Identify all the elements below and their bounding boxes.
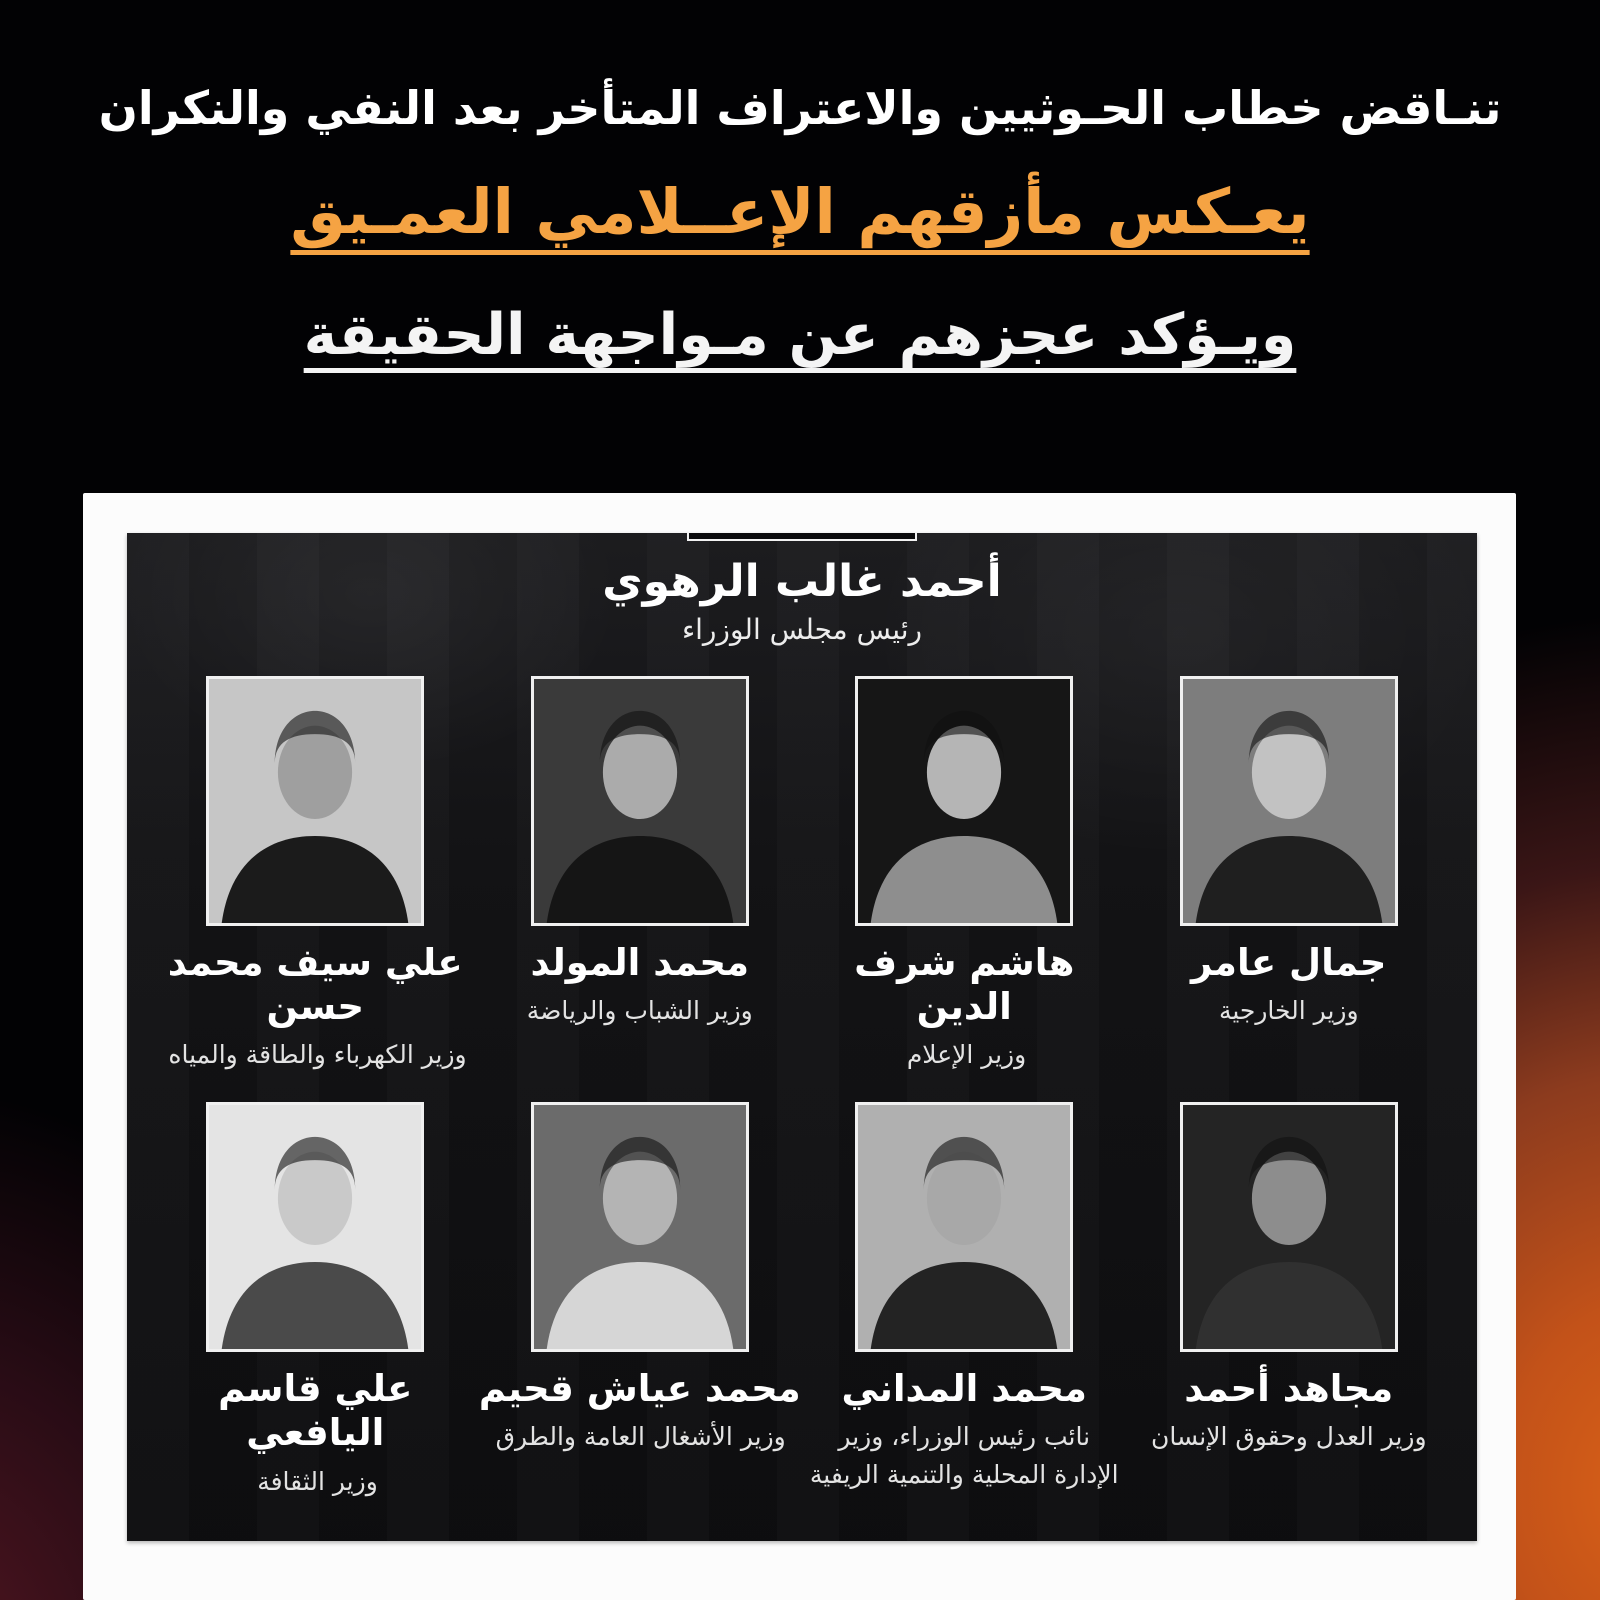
minister-card bbox=[153, 1102, 478, 1500]
minister-title: وزير الأشغال العامة والطرق bbox=[495, 1422, 786, 1452]
officials-panel bbox=[127, 533, 1477, 1541]
minister-photo bbox=[855, 676, 1073, 926]
pm-title: رئيس مجلس الوزراء bbox=[681, 612, 923, 646]
minister-card bbox=[153, 676, 478, 1074]
portrait-silhouette-icon bbox=[1183, 679, 1395, 923]
ministers-grid bbox=[127, 676, 1477, 1501]
headline-block bbox=[0, 80, 1600, 366]
minister-title: وزير الكهرباء والطاقة والمياه bbox=[168, 1040, 467, 1070]
headline-line-1: تنـاقض خطاب الحـوثيين والاعتراف المتأخر بعد النفي والنكران bbox=[98, 81, 1502, 135]
info-card bbox=[83, 493, 1516, 1600]
headline-line-3: ويـؤكد عجزهم عن مـواجهة الحقيقة bbox=[303, 301, 1297, 368]
minister-name: محمد المولد bbox=[530, 940, 749, 984]
minister-card bbox=[527, 676, 753, 1074]
minister-card bbox=[1180, 676, 1398, 1074]
minister-title: وزير الثقافة bbox=[257, 1466, 378, 1496]
portrait-silhouette-icon bbox=[1183, 1105, 1395, 1349]
portrait-silhouette-icon bbox=[534, 679, 746, 923]
minister-photo bbox=[855, 1102, 1073, 1352]
minister-photo bbox=[206, 1102, 424, 1352]
minister-title: نائب رئيس الوزراء، وزير الإدارة المحلية والتنمية الريفية bbox=[809, 1422, 1119, 1489]
minister-name: محمد عياش قحيم bbox=[478, 1366, 801, 1410]
minister-title: وزير العدل وحقوق الإنسان bbox=[1150, 1422, 1427, 1452]
minister-card bbox=[1151, 1102, 1427, 1500]
minister-photo bbox=[206, 676, 424, 926]
portrait-silhouette-icon bbox=[858, 679, 1070, 923]
pm-name: أحمد غالب الرهوي bbox=[602, 556, 1002, 607]
minister-card bbox=[804, 1102, 1124, 1500]
minister-photo bbox=[1180, 676, 1398, 926]
portrait-silhouette-icon bbox=[534, 1105, 746, 1349]
minister-title: وزير الإعلام bbox=[906, 1040, 1027, 1070]
minister-title: وزير الشباب والرياضة bbox=[526, 995, 753, 1025]
minister-name: مجاهد أحمد bbox=[1184, 1366, 1394, 1410]
minister-photo bbox=[1180, 1102, 1398, 1352]
minister-name: محمد المداني bbox=[841, 1366, 1087, 1410]
minister-card bbox=[479, 1102, 801, 1500]
portrait-silhouette-icon bbox=[209, 1105, 421, 1349]
minister-title: وزير الخارجية bbox=[1218, 995, 1359, 1025]
minister-name: علي سيف محمد حسن bbox=[167, 940, 463, 1028]
portrait-silhouette-icon bbox=[858, 1105, 1070, 1349]
minister-name: علي قاسم اليافعي bbox=[218, 1366, 413, 1455]
portrait-silhouette-icon bbox=[209, 679, 421, 923]
minister-name: هاشم شرف الدين bbox=[854, 940, 1075, 1028]
headline-line-2: يعـكس مأزقهم الإعــلامي العمـيق bbox=[290, 174, 1310, 248]
minister-card bbox=[802, 676, 1127, 1074]
minister-photo bbox=[531, 1102, 749, 1352]
pm-photo-cropped bbox=[687, 533, 917, 541]
minister-photo bbox=[531, 676, 749, 926]
minister-name: جمال عامر bbox=[1191, 940, 1387, 984]
